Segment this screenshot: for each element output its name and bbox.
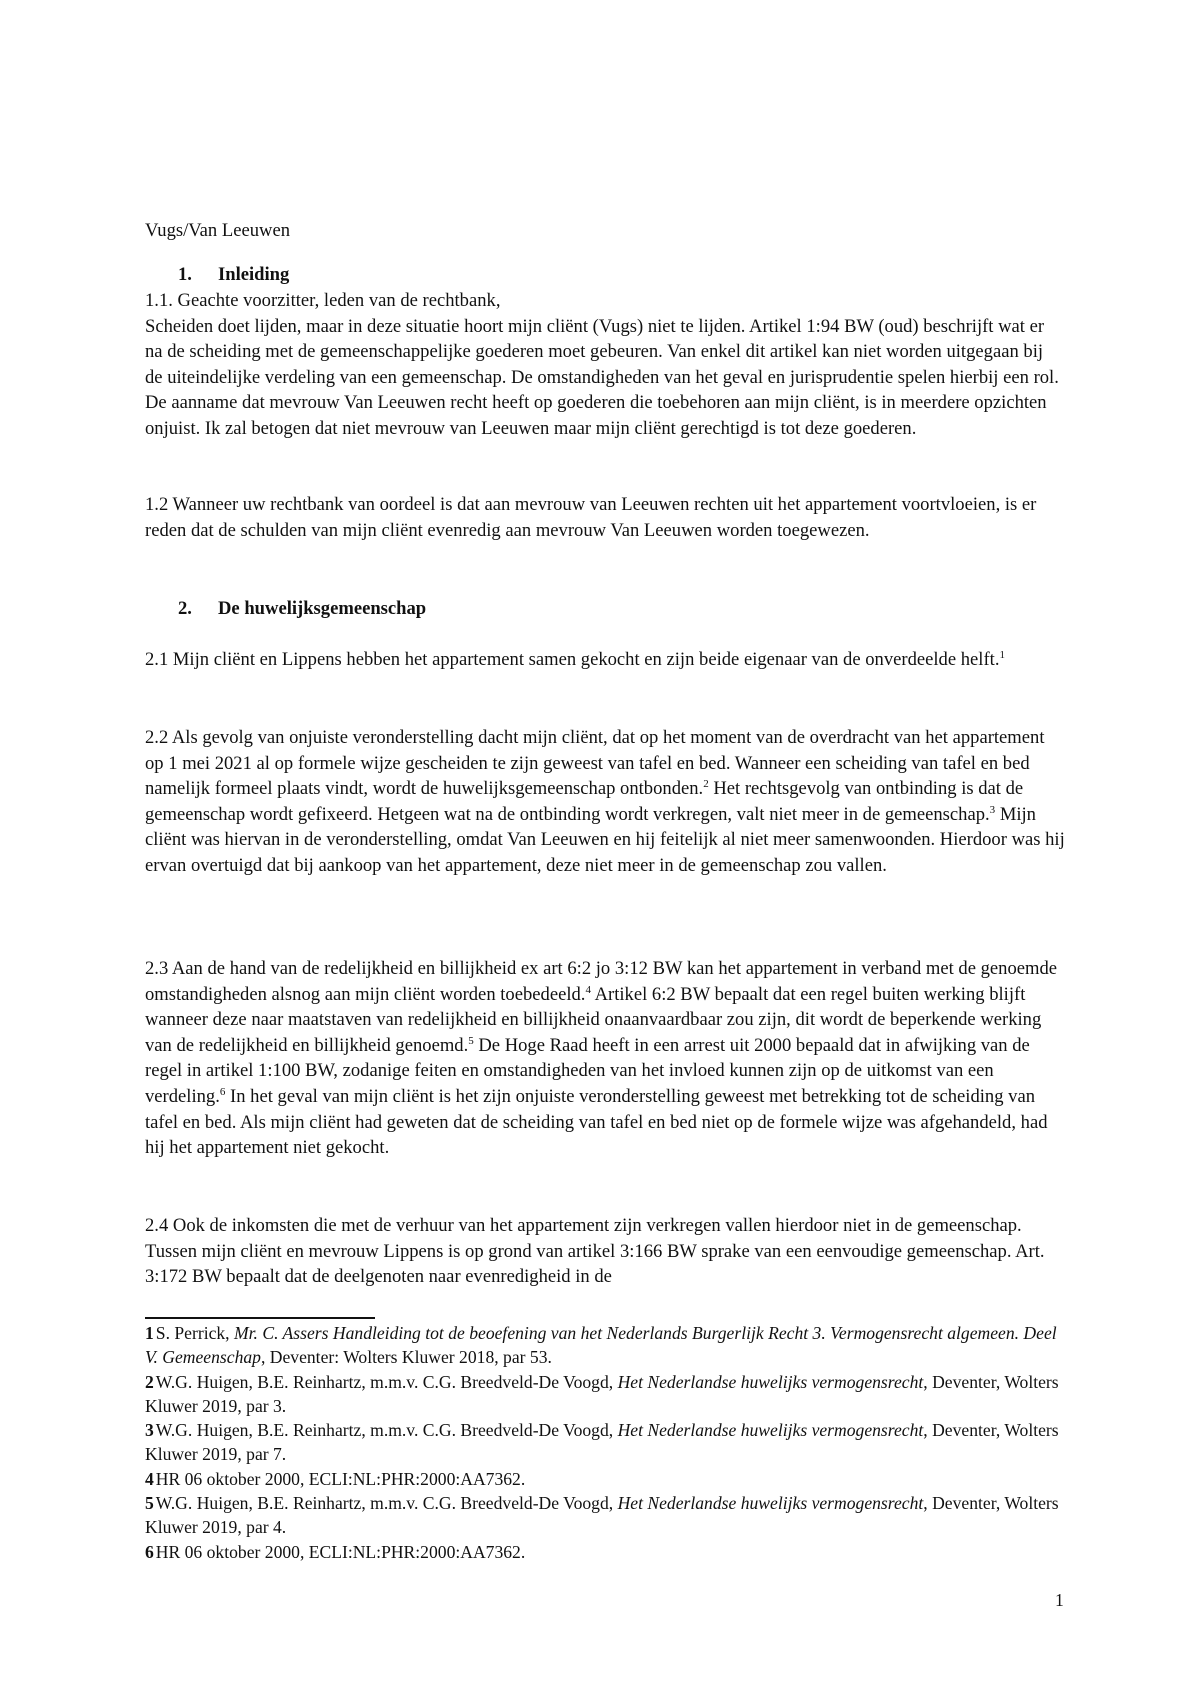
section-heading-huwelijksgemeenschap	[178, 596, 426, 622]
footnote-1: 1 S. Perrick, Mr. C. Assers Handleiding tot de beoefening van het Nederlands Burgerlijk Recht 3. Vermogensrecht algemeen. Deel V. Gemeenschap, Deventer: Wolters Kluwer 2018, par 53.	[145, 1323, 1057, 1368]
paragraph-1-1-body: Scheiden doet lijden, maar in deze situatie hoort mijn cliënt (Vugs) niet te lijden. Artikel 1:94 BW (oud) beschrijft wat er na de scheiding met de gemeenschappelijke goederen moet gebeuren. Van enkel dit artikel kan niet worden uitgegaan bij de uiteindelijke verdeling van een gemeenschap. De omstandigheden van het geval en jurisprudentie spelen hierbij een rol. De aanname dat mevrouw Van Leeuwen recht heeft op goederen die toebehoren aan mijn cliënt, is in meerdere opzichten onjuist. Ik zal betogen dat niet mevrouw van Leeuwen maar mijn cliënt gerechtigd is tot deze goederen.	[145, 315, 1059, 439]
section-1-body	[145, 288, 1065, 442]
footnote-ref: 5	[468, 1034, 474, 1047]
section-number: 1.	[178, 264, 192, 285]
section-title: De huwelijksgemeenschap	[218, 598, 427, 619]
footnote-5: 5 W.G. Huigen, B.E. Reinhartz, m.m.v. C.G. Breedveld-De Voogd, Het Nederlandse huwelijks vermogensrecht, Deventer, Wolters Kluwer 2019, par 4.	[145, 1493, 1059, 1538]
paragraph-2-4-block	[145, 1213, 1065, 1290]
paragraph-1-2: 1.2 Wanneer uw rechtbank van oordeel is dat aan mevrouw van Leeuwen rechten uit het appartement voortvloeien, is er reden dat de schulden van mijn cliënt evenredig aan mevrouw Van Leeuwen worden toegewezen.	[145, 494, 1037, 541]
paragraph-1-1: 1.1. Geachte voorzitter, leden van de rechtbank,	[145, 290, 501, 311]
footnote-ref: 2	[703, 778, 709, 791]
paragraph-2-3-block	[145, 956, 1065, 1161]
paragraph-2-4: 2.4 Ook de inkomsten die met de verhuur van het appartement zijn verkregen vallen hierdoor niet in de gemeenschap. Tussen mijn cliënt en mevrouw Lippens is op grond van artikel 3:166 BW sprake van een eenvoudige gemeenschap. Art. 3:172 BW bepaalt dat de deelgenoten naar evenredigheid in de	[145, 1215, 1045, 1288]
footnote-6: 6 HR 06 oktober 2000, ECLI:NL:PHR:2000:AA7362.	[145, 1541, 526, 1562]
section-title: Inleiding	[218, 264, 290, 285]
footnotes	[145, 1321, 1065, 1564]
paragraph-2-2-block	[145, 725, 1065, 879]
document-title: Vugs/Van Leeuwen	[145, 220, 291, 241]
paragraph-2-3: 2.3 Aan de hand van de redelijkheid en billijkheid ex art 6:2 jo 3:12 BW kan het appartement in verband met de genoemde omstandigheden alsnog aan mijn cliënt worden toebedeeld.$^4$ Artikel 6:2 BW bepaalt dat een regel buiten werking blijft wanneer deze naar maatstaven van redelijkheid en billijkheid onaanvaardbaar zou zijn, dit wordt de beperkende werking van de redelijkheid en billijkheid genoemd.$^5$ De Hoge Raad heeft in een arrest uit 2000 bepaald dat in afwijking van de regel in artikel 1:100 BW, zodanige feiten en omstandigheden van het invloed kunnen zijn op de uitkomst van een verdeling.$^6$ In het geval van mijn cliënt is het zijn onjuiste veronderstelling geweest met betrekking tot de scheiding van tafel en bed. Als mijn cliënt had geweten dat de scheiding van tafel en bed niet op de formele wijze was afgehandeld, had hij het appartement niet gekocht.	[145, 958, 1058, 1159]
section-heading-inleiding	[178, 262, 289, 288]
paragraph-2-1: 2.1 Mijn cliënt en Lippens hebben het appartement samen gekocht en zijn beide eigenaar van de onverdeelde helft.$^1$	[145, 649, 1005, 670]
paragraph-1-2-block	[145, 492, 1065, 543]
footnote-ref: 6	[219, 1085, 226, 1098]
footnote-2: 2 W.G. Huigen, B.E. Reinhartz, m.m.v. C.G. Breedveld-De Voogd, Het Nederlandse huwelijks vermogensrecht, Deventer, Wolters Kluwer 2019, par 3.	[145, 1371, 1059, 1416]
footnote-ref: 4	[585, 983, 591, 996]
footnote-ref: 3	[989, 803, 996, 816]
paragraph-2-2: 2.2 Als gevolg van onjuiste veronderstelling dacht mijn cliënt, dat op het moment van de overdracht van het appartement op 1 mei 2021 al op formele wijze gescheiden te zijn geweest van tafel en bed. Wanneer een scheiding van tafel en bed namelijk formeel plaats vindt, wordt de huwelijksgemeenschap ontbonden.$^2$ Het rechtsgevolg van ontbinding is dat de gemeenschap wordt gefixeerd. Hetgeen wat na de ontbinding wordt verkregen, valt niet meer in de gemeenschap.$^3$ Mijn cliënt was hiervan in de veronderstelling, omdat Van Leeuwen en hij feitelijk al niet meer samenwoonden. Hierdoor was hij ervan overtuigd dat bij aankoop van het appartement, deze niet meer in de gemeenschap zou vallen.	[145, 727, 1065, 876]
footnote-3: 3 W.G. Huigen, B.E. Reinhartz, m.m.v. C.G. Breedveld-De Voogd, Het Nederlandse huwelijks vermogensrecht, Deventer, Wolters Kluwer 2019, par 7.	[145, 1420, 1059, 1465]
footnote-4: 4 HR 06 oktober 2000, ECLI:NL:PHR:2000:AA7362.	[145, 1468, 526, 1489]
paragraph-2-1-block	[145, 647, 1065, 673]
footnote-ref: 1	[999, 649, 1005, 661]
section-number: 2.	[178, 598, 192, 619]
footnote-separator	[145, 1317, 375, 1319]
page-number: 1	[1055, 1590, 1064, 1610]
